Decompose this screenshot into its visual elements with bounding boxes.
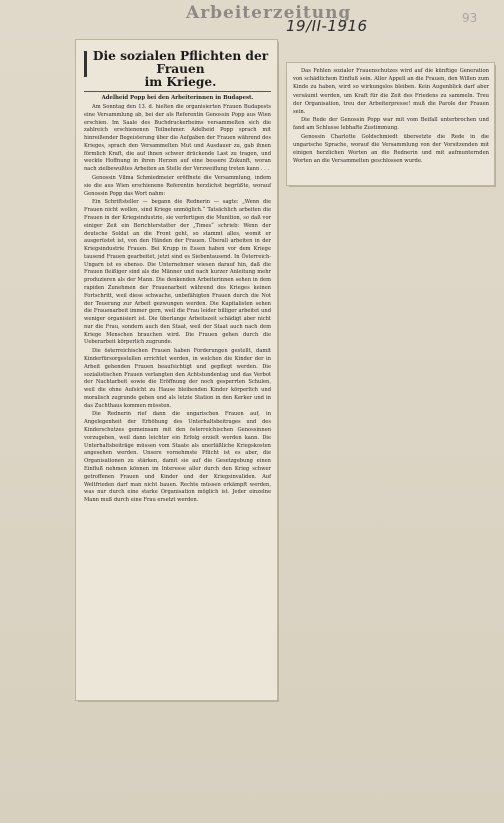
headline-line-1: Die sozialen Pflichten der Frauen <box>92 49 269 76</box>
handwritten-date: 19/II-1916 <box>286 17 368 35</box>
continuation-clipping <box>287 63 494 185</box>
article-byline: Adelheid Popp bei den Arbeiterinnen in Budapest. <box>84 91 271 101</box>
article-paragraph: Am Sonntag den 13. d. hielten die organisierten Frauen Budapests eine Versammlung ab, bei der als Referentin Genossin Popp aus Wien erschien. Im Saale des Buchdruckerheims versammelten sich die zahlreich erschienenen Teilnehmer. Adelheid Popp sprach mit hinreißender Begeisterung über die Aufgaben der Frauen während des Krieges, sprach den Versammelten Mut und Ausdauer zu, gab ihnen förmlich Kraft, die auf ihnen schwer drückende Last zu tragen, und weckte Hoffnung in ihren Herzen auf eine bessere Zukunft, woran nach zielbewußtes Arbeiten an Stelle der Verzweiflung treten kann . . . <box>84 104 271 173</box>
headline-marker-bar <box>84 51 87 77</box>
article-paragraph: Die österreichischen Frauen haben Forderungen gestellt, damit Kinderfürsorgestellen errichtet werden, in welchen die Kinder der in Arbeit gehenden Frauen beaufsichtigt und gepflegt werden. Die sozialistischen Frauen verlangten den Achtstundentag und das Verbot der Nachtarbeit sowie die Eröffnung der noch gesperrten Schulen, weil die ohne Aufsicht zu Hause bleibenden Kinder körperlich und moralisch zugrunde gehen und als letzte Station in den Kerker und in das Zuchthaus kommen müssten. <box>84 348 271 409</box>
continuation-paragraph: Genossin Charlotte Goldschmiedt übersetzte die Rede in die ungarische Sprache, worauf die Versammlung von der Vorsitzenden mit einigen herzlichen Worten an die Rednerin und mit aufmunternden Worten an die Versammelten geschlossen wurde. <box>293 133 489 165</box>
continuation-paragraph: Die Rede der Genossin Popp war mit vom Beifall unterbrochen und fand am Schlusse lebhafte Zustimmung. <box>293 117 489 132</box>
article-paragraph: Ein Schriftsteller — begann die Rednerin — sagte: „Wenn die Frauen nicht wollen, sind Kriege unmöglich.“ Tatsächlich arbeiten die Frauen in der Kriegsindustrie, sie verfertigen die Munition, so daß vor einiger Zeit ein Berichterstatter der „Times“ schrieb: Wenn der deutsche Soldat an die Front geht, so stammt alles, womit er ausgerüstet ist, von den Händen der Frauen. Überall arbeiten in der Kriegsindustrie Frauen. Bei Krupp in Essen haben vor dem Kriege tausend Frauen gearbeitet, jetzt sind es Siebentausend. In Österreich-Ungarn ist es ebenso. Die Unternehmer wiesen darauf hin, daß die Frauen fleißiger sind als die Männer und nach kurzer Anleitung mehr produzieren als der Mann. Die denkenden Arbeiterinnen sehen in dem rapiden Zunehmen der Frauenarbeit während des Krieges keinen Fortschritt, weil diese schwache, unbefähigten Frauen durch die Not der Teuerung zur Arbeit gezwungen werden. Die Kapitalisten sehen die Frauenarbeit immer gern, weil die Frau leider billiger arbeitet und weniger organisiert ist. Die überlange Arbeitszeit schädigt aber nicht nur die Frau, sondern auch den Staat, weil der Staat auch nach dem Kriege Menschen brauchen wird. Die Frauen gehen durch die Ueberarbeit körperlich zugrunde. <box>84 199 271 346</box>
pencil-page-number: 93 <box>462 11 478 25</box>
continuation-paragraph: Das Fehlen sozialer Frauenschutzes wird auf die künftige Generation von schädlichem Einfluß sein. Aller Appell an die Frauen, den Willen zum Kinde zu haben, wird so wirkungslos bleiben. Kein Augenblick darf aber versäumt werden, um Kraft für die Zeit des Friedens zu sammeln. Treu der Organisation, treu der Arbeiterpresse! muß die Parole der Frauen sein. <box>293 68 489 116</box>
article-paragraph: Genossin Vilma Schmiedmeier eröffnete die Versammlung, indem sie die aus Wien erschienene Referentin herzlichst begrüßte, worauf Genossin Popp das Wort nahm: <box>84 175 271 197</box>
article-headline <box>84 50 271 89</box>
article-paragraph: Die Rednerin rief dann die ungarischen Frauen auf, in Angelegenheit der Erhöhung des Unterhaltsbeitrages und des Kinderschutzes gemeinsam mit den österreichischen Genossinnen vorzugehen, weil dann leichter ein Erfolg erzielt werden kann. Die Unterhaltsbeiträge müssen vom Staate als unerläßliche Kriegskosten angesehen werden. Unsere vornehmste Pflicht ist es aber, die Organisationen zu stärken, damit sie auf die Gesetzgebung einen Einfluß nehmen können im Interesse aller durch den Krieg schwer getroffenen Frauen und Kinder und der Kriegsinvaliden. Auf Weltfrieden darf man nicht bauen. Rechte müssen erkämpft werden, was nur durch eine starke Organisation möglich ist. Jeder einzelne Mann muß durch eine Frau ersetzt werden. <box>84 411 271 504</box>
headline-line-2: im Kriege. <box>144 75 217 89</box>
newspaper-masthead: Arbeiterzeitung <box>186 3 352 23</box>
main-article-clipping <box>76 40 277 700</box>
